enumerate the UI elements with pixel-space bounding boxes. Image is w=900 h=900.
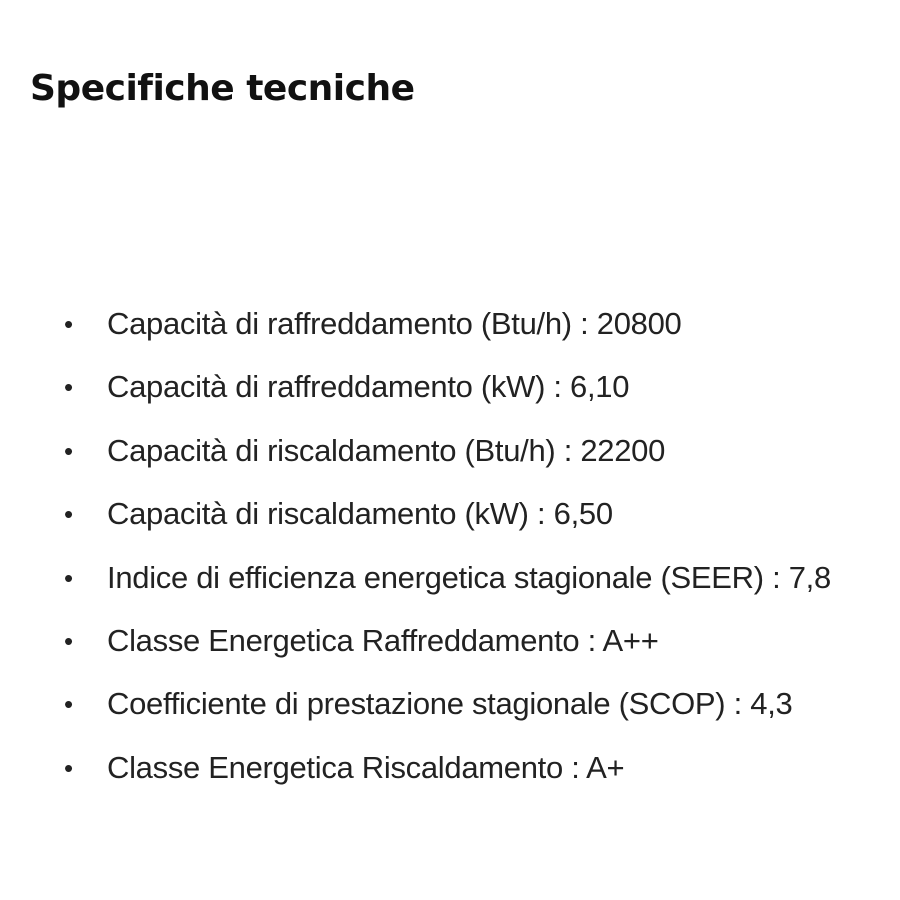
spec-seer: Indice di efficienza energetica stagionale (SEER) : 7,8 <box>107 559 831 595</box>
bullet-icon: • <box>64 435 74 466</box>
spec-list <box>0 299 900 806</box>
list-item <box>0 362 900 425</box>
bullet-icon: • <box>64 625 74 656</box>
bullet-icon: • <box>64 562 74 593</box>
list-item <box>0 679 900 742</box>
bullet-icon: • <box>64 689 74 720</box>
spec-cooling-btu: Capacità di raffreddamento (Btu/h) : 20800 <box>107 306 682 341</box>
spec-cooling-kw: Capacità di raffreddamento (kW) : 6,10 <box>107 369 630 405</box>
spec-heating-btu: Capacità di riscaldamento (Btu/h) : 22200 <box>107 432 666 468</box>
list-item <box>0 426 900 489</box>
list-item <box>0 553 900 616</box>
spec-cooling-class: Classe Energetica Raffreddamento : A++ <box>107 622 659 658</box>
list-item <box>0 743 900 806</box>
bullet-icon: • <box>64 752 74 783</box>
list-item <box>0 489 900 552</box>
spec-scop: Coefficiente di prestazione stagionale (SCOP) : 4,3 <box>107 686 793 722</box>
list-item <box>0 299 900 362</box>
spec-heating-kw: Capacità di riscaldamento (kW) : 6,50 <box>107 496 613 532</box>
bullet-icon: • <box>64 372 74 403</box>
spec-heating-class: Classe Energetica Riscaldamento : A+ <box>107 749 625 785</box>
bullet-icon: • <box>64 309 74 339</box>
bullet-icon: • <box>64 499 74 530</box>
list-item <box>0 616 900 679</box>
page-title: Specifiche tecniche <box>30 68 415 109</box>
